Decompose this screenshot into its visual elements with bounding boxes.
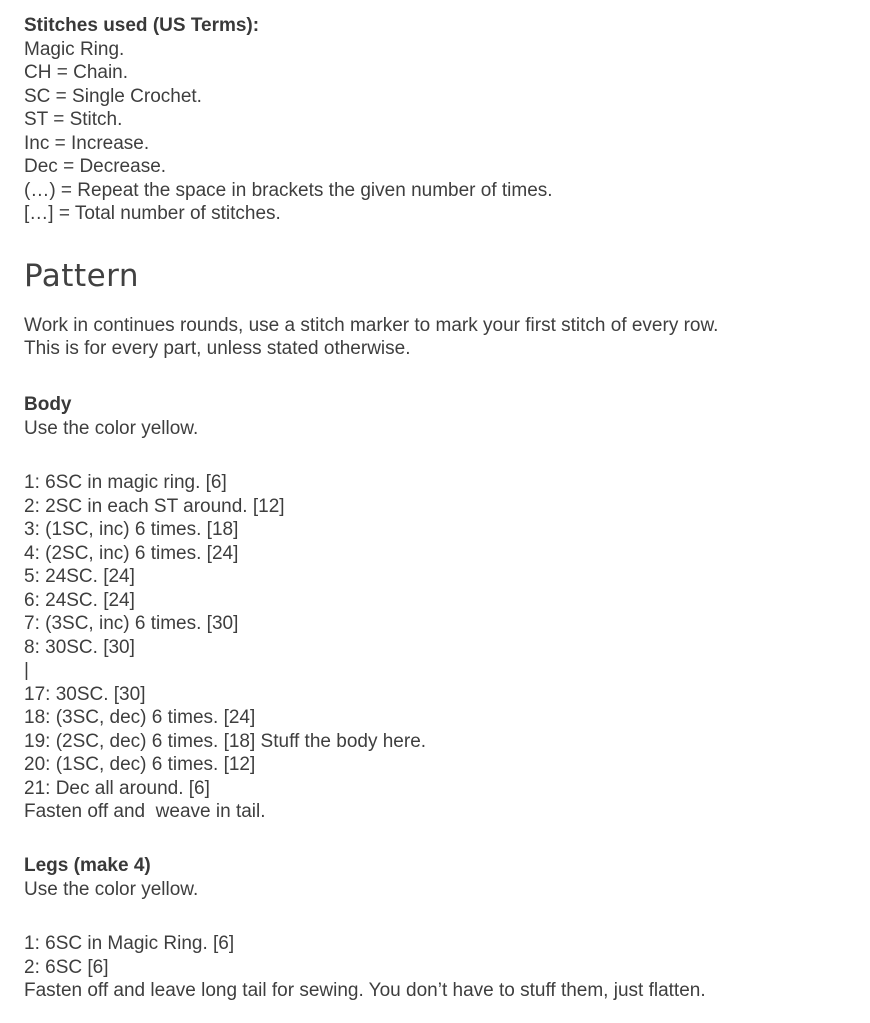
body-finish-note: Fasten off and weave in tail. <box>24 801 266 822</box>
body-color-note: Use the color yellow. <box>24 417 199 439</box>
pattern-section <box>24 254 846 361</box>
pattern-intro-line: This is for every part, unless stated otherwise. <box>24 338 411 359</box>
stitch-abbreviation: SC = Single Crochet. <box>24 85 202 107</box>
round-instruction: 7: (3SC, inc) 6 times. [30] <box>24 613 239 634</box>
stitches-section <box>24 14 846 226</box>
stitch-abbreviation: […] = Total number of stitches. <box>24 203 281 224</box>
stitches-heading: Stitches used (US Terms): <box>24 15 260 36</box>
round-instruction: 1: 6SC in Magic Ring. [6] <box>24 933 235 954</box>
body-section <box>24 393 846 824</box>
stitch-abbreviation: ST = Stitch. <box>24 109 123 130</box>
legs-heading: Legs (make 4) <box>24 855 151 876</box>
round-instruction: 5: 24SC. [24] <box>24 566 135 587</box>
round-instruction: 2: 6SC [6] <box>24 956 109 978</box>
pattern-title: Pattern <box>24 257 140 294</box>
legs-finish-note: Fasten off and leave long tail for sewing. You don’t have to stuff them, just flatten. <box>24 980 706 1001</box>
stitch-abbreviation: Dec = Decrease. <box>24 156 167 177</box>
round-instruction: 8: 30SC. [30] <box>24 636 135 658</box>
round-instruction: 20: (1SC, dec) 6 times. [12] <box>24 754 256 775</box>
stitch-abbreviation: Inc = Increase. <box>24 132 150 154</box>
round-instruction: 1: 6SC in magic ring. [6] <box>24 472 227 493</box>
legs-section <box>24 854 846 1003</box>
pattern-intro-line: Work in continues rounds, use a stitch marker to mark your first stitch of every row. <box>24 314 719 336</box>
legs-color-note: Use the color yellow. <box>24 878 199 900</box>
rounds-continuation-bar: | <box>24 660 29 681</box>
round-instruction: 19: (2SC, dec) 6 times. [18] Stuff the body here. <box>24 730 427 752</box>
stitch-abbreviation: Magic Ring. <box>24 38 125 60</box>
round-instruction: 21: Dec all around. [6] <box>24 777 210 799</box>
round-instruction: 2: 2SC in each ST around. [12] <box>24 495 285 517</box>
stitch-abbreviation: CH = Chain. <box>24 62 129 83</box>
body-rounds <box>24 471 846 824</box>
round-instruction: 6: 24SC. [24] <box>24 589 135 611</box>
round-instruction: 17: 30SC. [30] <box>24 683 146 705</box>
stitch-abbreviation: (…) = Repeat the space in brackets the given number of times. <box>24 179 553 201</box>
body-heading: Body <box>24 394 72 415</box>
round-instruction: 18: (3SC, dec) 6 times. [24] <box>24 707 256 728</box>
round-instruction: 3: (1SC, inc) 6 times. [18] <box>24 519 239 540</box>
round-instruction: 4: (2SC, inc) 6 times. [24] <box>24 542 239 564</box>
legs-rounds <box>24 932 846 1003</box>
